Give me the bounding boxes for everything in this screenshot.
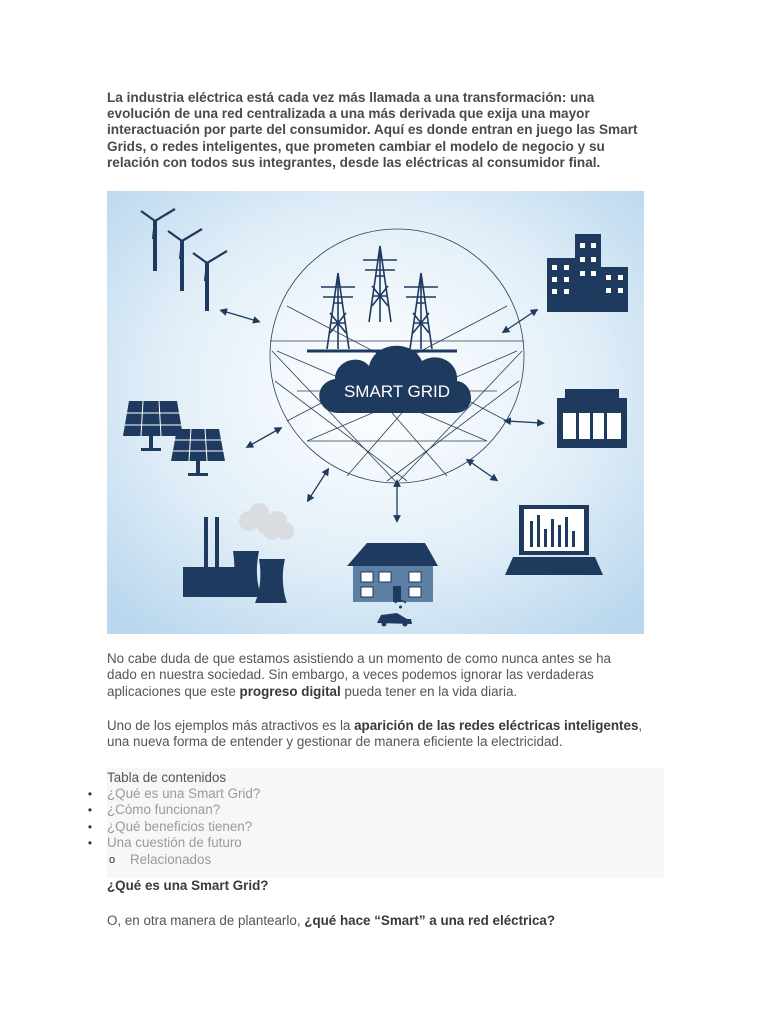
section-question <box>107 913 555 928</box>
paragraph-text: aplicaciones que este <box>107 683 240 699</box>
paragraph-text: pueda tener en la vida diaria. <box>340 683 518 699</box>
bullet: • <box>87 803 93 818</box>
toc-link-label[interactable]: Relacionados <box>130 851 212 867</box>
house-icon <box>347 543 438 602</box>
smart-grid-illustration <box>107 191 644 634</box>
toc-link-relacionados[interactable] <box>107 852 260 868</box>
section-heading: ¿Qué es una Smart Grid? <box>107 878 269 893</box>
bold-text: progreso digital <box>239 683 341 699</box>
factory-icon <box>557 389 627 448</box>
paragraph-text: , <box>638 718 643 733</box>
paragraph-line: dado en nuestra sociedad. Sin embargo, a veces podemos ignorar las verdaderas <box>107 667 594 683</box>
toc-list <box>87 786 261 868</box>
laptop-chart-icon <box>505 505 603 575</box>
intro-paragraph <box>107 90 667 171</box>
smart-grid-label: SMART GRID <box>343 382 451 401</box>
bullet: • <box>87 819 93 834</box>
bullet: o <box>108 853 116 866</box>
intro-line: interactuación por parte del consumidor. Aquí es donde entran en juego las Smart <box>107 122 638 138</box>
toc-link-como-funcionan[interactable] <box>87 802 260 818</box>
toc-link-label[interactable]: ¿Qué beneficios tienen? <box>107 818 253 834</box>
bullet: • <box>87 787 93 801</box>
intro-line: evolución de una red centralizada a una más derivada que exija una mayor <box>107 106 590 122</box>
table-of-contents <box>87 768 664 878</box>
toc-link-que-es[interactable] <box>87 786 261 802</box>
toc-link-beneficios[interactable] <box>87 818 260 835</box>
paragraph-line: No cabe duda de que estamos asistiendo a un momento de como nunca antes se ha <box>107 651 611 666</box>
toc-link-label[interactable]: ¿Cómo funcionan? <box>107 802 221 818</box>
bullet: • <box>87 836 93 851</box>
toc-title: Tabla de contenidos <box>107 770 227 785</box>
paragraph-line <box>107 684 667 700</box>
paragraph-line: una nueva forma de entender y gestionar de manera eficiente la electricidad. <box>107 734 563 750</box>
paragraph-text: Uno de los ejemplos más atractivos es la <box>107 718 355 733</box>
paragraph-smart-grids <box>107 718 667 751</box>
paragraph-digital-progress <box>107 651 667 700</box>
bold-text: aparición de las redes eléctricas inteligentes <box>354 718 639 733</box>
intro-line: La industria eléctrica está cada vez más llamada a una transformación: una <box>107 90 595 105</box>
paragraph-text: O, en otra manera de plantearlo, <box>107 913 305 928</box>
toc-link-label[interactable]: Una cuestión de futuro <box>107 835 242 851</box>
paragraph-line <box>107 718 667 734</box>
bold-question: ¿qué hace “Smart” a una red eléctrica? <box>304 913 556 928</box>
toc-link-futuro[interactable] <box>87 835 260 851</box>
toc-link-label[interactable]: ¿Qué es una Smart Grid? <box>107 786 261 801</box>
intro-line: relación con todos sus integrantes, desde las eléctricas al consumidor final. <box>107 154 601 170</box>
intro-line: Grids, o redes inteligentes, que prometen cambiar el modelo de negocio y su <box>107 138 605 154</box>
